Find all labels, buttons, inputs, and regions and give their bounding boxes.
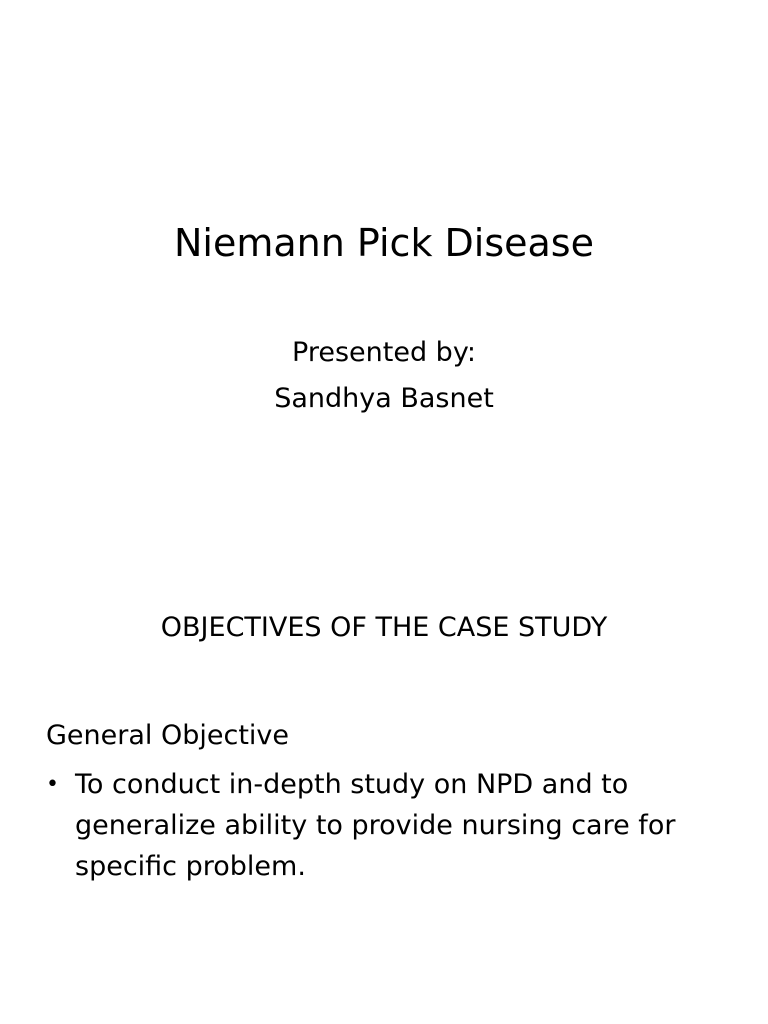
general-objective-label: General Objective — [46, 720, 290, 751]
objectives-slide — [0, 512, 768, 1024]
objectives-heading: OBJECTIVES OF THE CASE STUDY — [160, 612, 608, 643]
objectives-content — [46, 718, 726, 887]
list-item — [46, 764, 726, 887]
bullet-text: To conduct in-depth study on NPD and to generalize ability to provide nursing care for specific problem. — [75, 769, 676, 882]
bullet-icon: • — [46, 772, 59, 797]
slide-title: Niemann Pick Disease — [174, 221, 594, 265]
presented-by-label: Presented by: — [292, 337, 476, 368]
presenter-name: Sandhya Basnet — [274, 383, 494, 414]
presenter-block — [0, 330, 768, 422]
objective-list — [46, 764, 726, 887]
